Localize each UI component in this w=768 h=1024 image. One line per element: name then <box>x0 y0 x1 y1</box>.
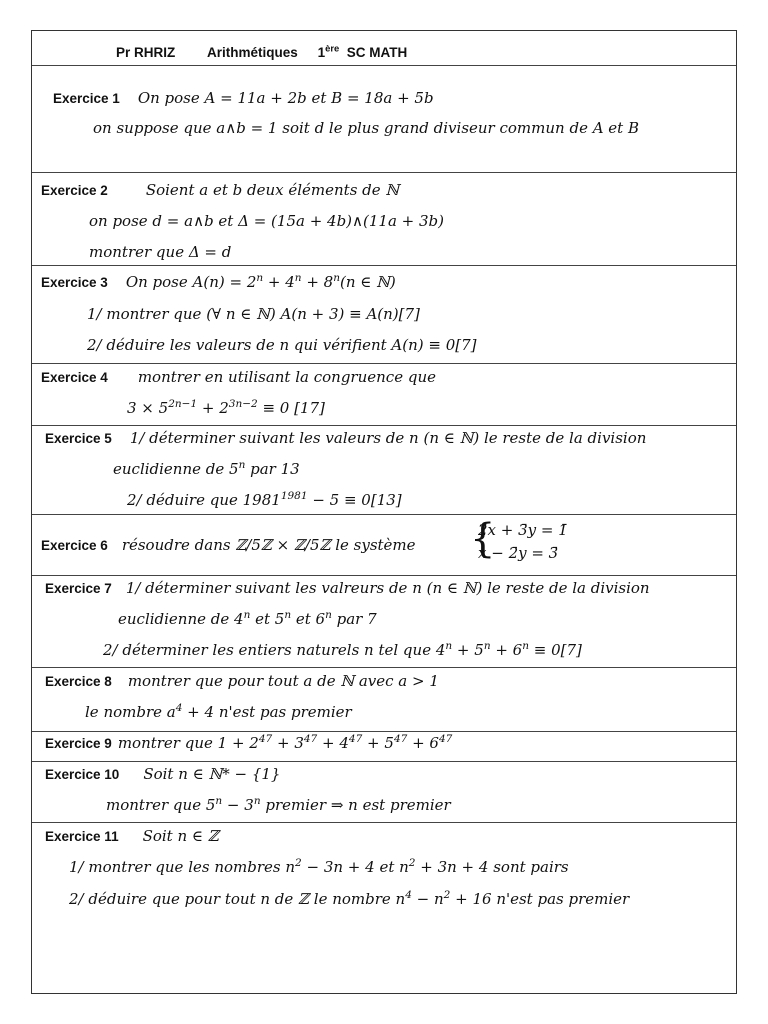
exercise-label: Exercice 4 <box>41 370 108 385</box>
exercise-9-line-1: Exercice 9 montrer que $1 + 2^{47} + 3^{47} + 4^{47} + 5^{47} + 6^{47}$ <box>45 733 453 752</box>
exercise-1-line-2: on suppose que a∧b = 1 soit d le plus grand diviseur commun de A et B <box>93 119 640 137</box>
divider <box>32 172 736 173</box>
exercise-10-line-2: montrer que $5^n - 3^n$ premier ⇒ n est premier <box>106 795 451 814</box>
exercise-7-line-1: Exercice 7 1/ déterminer suivant les valreurs de n (n ∈ ℕ) le reste de la division <box>45 579 650 597</box>
exercise-2-line-3: montrer que Δ = d <box>89 243 232 261</box>
divider <box>32 425 736 426</box>
exercise-5-line-1: Exercice 5 1/ déterminer suivant les valeurs de n (n ∈ ℕ) le reste de la division <box>45 429 647 447</box>
divider <box>32 731 736 732</box>
exercise-label: Exercice 5 <box>45 431 112 446</box>
exercise-7-line-3: 2/ déterminer les entiers naturels n tel que $4^n + 5^n + 6^n \equiv 0[7]$ <box>103 640 582 659</box>
divider <box>32 575 736 576</box>
divider <box>32 65 736 66</box>
exercise-label: Exercice 2 <box>41 183 108 198</box>
exercise-4-line-1: Exercice 4 montrer en utilisant la congruence que <box>41 368 436 386</box>
exercise-3-line-1: Exercice 3 On pose $A(n) = 2^n + 4^n + 8^n(n$ ∈ ℕ) <box>41 272 396 291</box>
exercise-label: Exercice 10 <box>45 767 120 782</box>
system-equation-2: x − 2̄y = 3̄ <box>478 544 559 562</box>
system-brace: { <box>470 516 496 562</box>
divider <box>32 514 736 515</box>
exercise-sheet <box>31 30 737 994</box>
exercise-11-line-3: 2/ déduire que pour tout n de ℤ le nombre $n^4 - n^2 + 16$ n'est pas premier <box>69 889 630 908</box>
exercise-2-line-2: on pose d = a∧b et Δ = (15a + 4b)∧(11a + 3b) <box>89 212 444 230</box>
exercise-2-line-1: Exercice 2 Soient a et b deux éléments de ℕ <box>41 181 400 199</box>
exercise-3-line-2: 1/ montrer que (∀ n ∈ ℕ) A(n + 3) ≡ A(n)[7] <box>87 305 420 323</box>
exercise-6-line-1: Exercice 6 résoudre dans ℤ/5ℤ × ℤ/5ℤ le système <box>41 536 416 554</box>
exercise-label: Exercice 8 <box>45 674 112 689</box>
author: Pr RHRIZ <box>116 45 176 60</box>
exercise-label: Exercice 3 <box>41 275 108 290</box>
exercise-5-line-3: 2/ déduire que $1981^{1981} - 5 \equiv 0[13]$ <box>127 490 402 509</box>
exercise-4-line-2: $3 \times 5^{2n-1} + 2^{3n-2} \equiv 0$ [17] <box>127 398 325 417</box>
level: 1ère SC MATH <box>317 43 408 60</box>
exercise-label: Exercice 9 <box>45 736 112 751</box>
exercise-8-line-1: Exercice 8 montrer que pour tout a de ℕ avec a > 1 <box>45 672 439 690</box>
exercise-1-line-1: Exercice 1 On pose A = 11a + 2b et B = 18a + 5b <box>53 89 434 107</box>
page-header <box>116 45 407 60</box>
exercise-label: Exercice 1 <box>53 91 120 106</box>
exercise-3-line-3: 2/ déduire les valeurs de n qui vérifient A(n) ≡ 0[7] <box>87 336 477 354</box>
system-equation-1: 2̄x + 3̄y = 1̄ <box>478 521 568 539</box>
divider <box>32 265 736 266</box>
divider <box>32 761 736 762</box>
exercise-label: Exercice 6 <box>41 538 108 553</box>
exercise-10-line-1: Exercice 10 Soit n ∈ ℕ* − {1} <box>45 765 281 783</box>
divider <box>32 363 736 364</box>
exercise-label: Exercice 11 <box>45 829 119 844</box>
divider <box>32 667 736 668</box>
exercise-11-line-1: Exercice 11 Soit n ∈ ℤ <box>45 827 219 845</box>
subject: Arithmétiques <box>207 45 298 60</box>
exercise-11-line-2: 1/ montrer que les nombres $n^2 - 3n + 4$ et $n^2 + 3n + 4$ sont pairs <box>69 857 569 876</box>
exercise-7-line-2: euclidienne de 4$^n$ et 5$^n$ et 6$^n$ par 7 <box>118 609 377 628</box>
divider <box>32 822 736 823</box>
exercise-8-line-2: le nombre $a^4 + 4$ n'est pas premier <box>85 702 352 721</box>
exercise-label: Exercice 7 <box>45 581 112 596</box>
exercise-5-line-2: euclidienne de 5$^n$ par 13 <box>113 459 300 478</box>
